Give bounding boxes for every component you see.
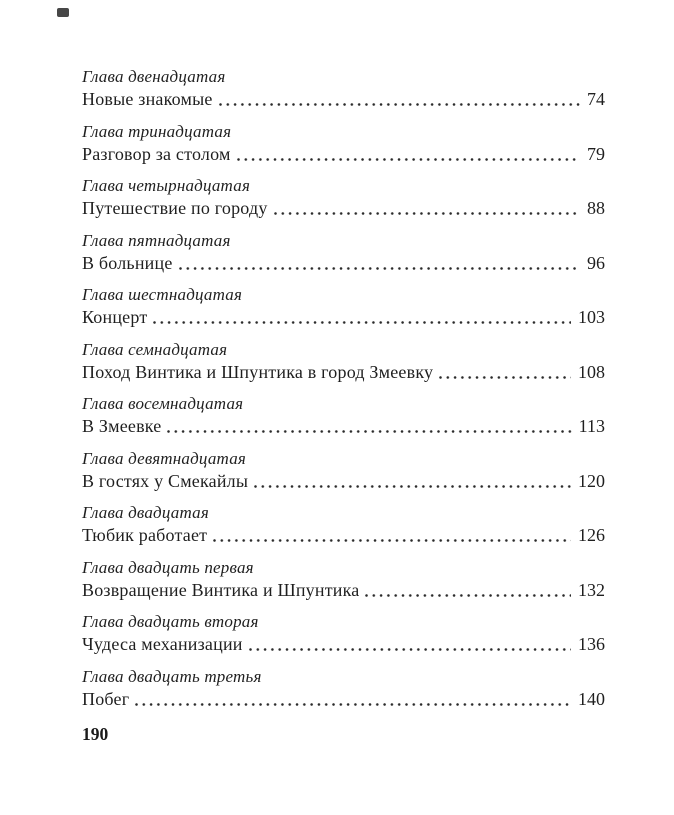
chapter-title: В Змеевке (82, 416, 162, 436)
toc-row (82, 252, 605, 274)
chapter-title: В гостях у Смекайлы (82, 470, 249, 491)
dot-leader (153, 321, 571, 324)
toc-entry (82, 611, 605, 655)
dot-leader (274, 212, 580, 215)
page-number: 88 (587, 198, 605, 218)
dot-leader (249, 648, 571, 651)
chapter-heading: Глава двадцать вторая (82, 612, 259, 631)
page-number: 120 (578, 470, 605, 491)
page-number: 113 (578, 416, 605, 436)
chapter-heading: Глава двадцать третья (82, 666, 262, 686)
toc-row (82, 415, 605, 437)
toc-row (82, 197, 605, 219)
page-number: 79 (587, 143, 605, 164)
chapter-heading: Глава двенадцатая (82, 67, 226, 86)
toc-row (82, 688, 605, 710)
toc-entry (82, 393, 605, 437)
dot-leader (254, 485, 571, 488)
chapter-title: Побег (82, 688, 130, 709)
toc-row (82, 524, 605, 546)
toc-row (82, 470, 605, 492)
chapter-heading: Глава девятнадцатая (82, 448, 247, 468)
chapter-heading: Глава семнадцатая (82, 339, 228, 359)
dot-leader (365, 594, 571, 597)
chapter-heading: Глава тринадцатая (82, 121, 232, 141)
chapter-heading: Глава четырнадцатая (82, 176, 251, 195)
chapter-title: В больнице (82, 252, 173, 273)
chapter-heading: Глава пятнадцатая (82, 230, 231, 250)
page-number: 74 (587, 89, 605, 109)
page-number: 132 (578, 579, 605, 600)
toc-entry (82, 448, 605, 492)
chapter-title: Поход Винтика и Шпунтика в город Змеевку (82, 361, 434, 382)
toc-entry (82, 557, 605, 601)
page-number: 96 (587, 252, 605, 273)
chapter-heading: Глава двадцатая (82, 503, 209, 522)
toc-entry (82, 502, 605, 546)
dot-leader (439, 376, 571, 379)
chapter-title: Путешествие по городу (82, 198, 268, 218)
dot-leader (219, 103, 580, 106)
chapter-title: Новые знакомые (82, 89, 213, 109)
chapter-title: Возвращение Винтика и Шпунтика (82, 579, 360, 600)
page-number: 108 (578, 361, 605, 382)
ink-mark (57, 8, 69, 17)
toc-row (82, 88, 605, 110)
chapter-heading: Глава двадцать первая (82, 557, 254, 577)
dot-leader (213, 539, 571, 542)
page-number: 103 (578, 307, 605, 327)
chapter-title: Разговор за столом (82, 143, 231, 164)
dot-leader (167, 430, 571, 433)
folio-page-number: 190 (82, 724, 109, 744)
dot-leader (237, 158, 580, 161)
toc-entry (82, 339, 605, 383)
toc-entry (82, 666, 605, 710)
page-number: 136 (578, 634, 605, 654)
toc-row (82, 579, 605, 601)
table-of-contents (82, 66, 605, 720)
toc-entry (82, 175, 605, 219)
toc-row (82, 633, 605, 655)
page-number: 126 (578, 525, 605, 545)
toc-row (82, 143, 605, 165)
toc-entry (82, 121, 605, 165)
chapter-heading: Глава шестнадцатая (82, 285, 243, 304)
toc-entry (82, 230, 605, 274)
toc-entry (82, 66, 605, 110)
page-number: 140 (578, 688, 605, 709)
toc-entry (82, 284, 605, 328)
toc-row (82, 361, 605, 383)
dot-leader (135, 703, 571, 706)
chapter-heading: Глава восемнадцатая (82, 394, 244, 413)
toc-row (82, 306, 605, 328)
chapter-title: Чудеса механизации (82, 634, 243, 654)
dot-leader (179, 267, 580, 270)
chapter-title: Концерт (82, 307, 148, 327)
chapter-title: Тюбик работает (82, 525, 208, 545)
